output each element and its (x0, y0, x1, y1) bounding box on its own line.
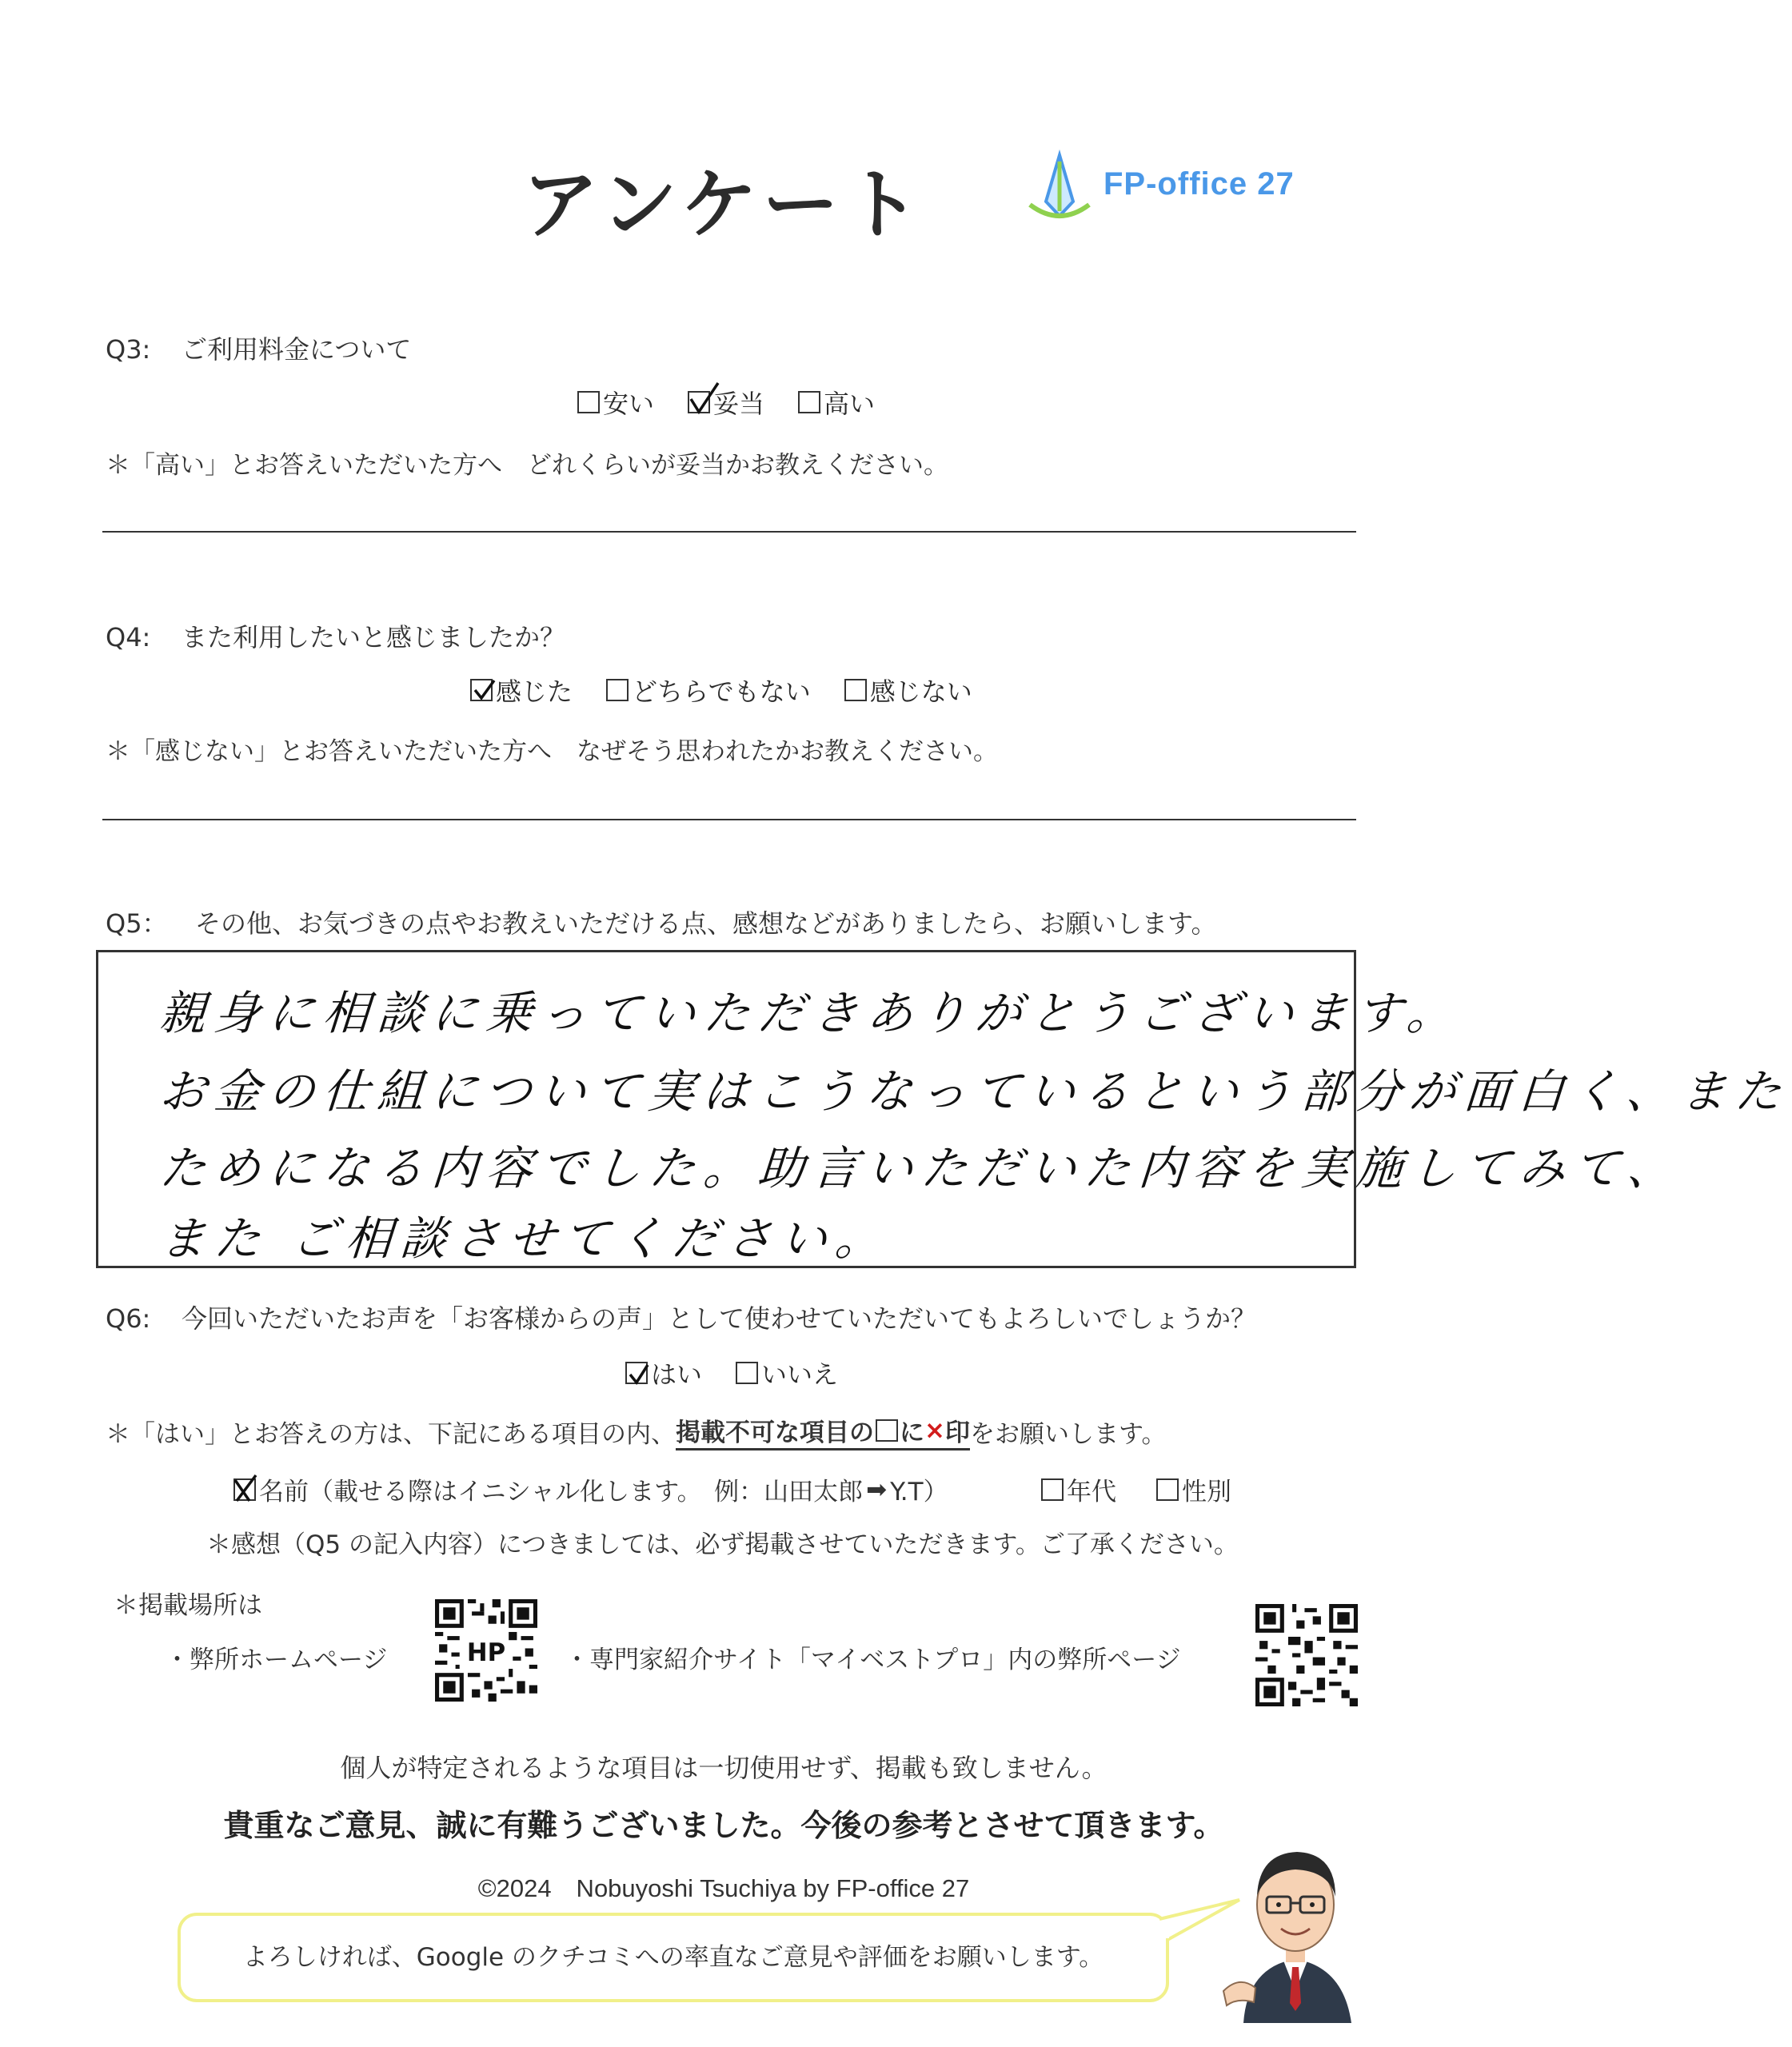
checkbox[interactable] (1041, 1478, 1064, 1501)
publish-site-homepage: ・弊所ホームページ (165, 1646, 388, 1674)
qr-hp-label: HP (466, 1638, 506, 1667)
q4-option-neither[interactable]: どちらでもない (606, 672, 811, 708)
q3-text: ご利用料金について (182, 334, 412, 365)
logo-text: FP-office 27 (1104, 166, 1295, 202)
q4-question (106, 617, 565, 654)
checkbox-checked[interactable] (470, 679, 493, 701)
checkbox-checked[interactable] (688, 391, 710, 413)
q3-options (577, 384, 875, 421)
checkbox-checked[interactable] (625, 1362, 648, 1384)
publish-heading: ＊掲載場所は (114, 1591, 262, 1620)
checkbox[interactable] (606, 679, 629, 701)
q6-option-yes[interactable]: はい (625, 1355, 702, 1391)
checkmark-icon (469, 669, 504, 704)
q6-text: 今回いただいたお声を「お客様からの声」として使わせていただいてもよろしいでしょうか？ (182, 1303, 1257, 1334)
q3-question (106, 329, 411, 366)
q6-note-suffix: をお願いします。 (969, 1419, 1167, 1449)
q3-option-fair[interactable]: 妥当 (688, 384, 764, 421)
q6-item-age[interactable]: 年代 (1041, 1471, 1116, 1507)
privacy-note: 個人が特定されるような項目は一切使用せず、掲載も致しません。 (340, 1753, 1108, 1783)
q3-option-cheap[interactable]: 安い (577, 384, 654, 421)
checkmark-icon (686, 381, 721, 417)
homepage-qr-icon[interactable] (435, 1599, 537, 1702)
q6-item-name[interactable]: 名前（載せる際はイニシャル化します。 例：山田太郎 ➡ Y.T） (233, 1471, 948, 1507)
logo-spire-icon (1024, 152, 1096, 224)
checkbox-checked[interactable] (233, 1478, 256, 1501)
review-request: よろしければ、Google のクチコミへの率直なご意見や評価をお願いします。 (242, 1943, 1104, 1972)
q6-note (106, 1412, 1167, 1450)
checkbox[interactable] (736, 1362, 758, 1384)
fp-office-logo (1024, 152, 1375, 224)
checkbox-sample (876, 1419, 898, 1442)
q6-note-prefix: ＊「はい」とお答えの方は、下記にある項目の内、 (106, 1419, 676, 1449)
q4-text: また利用したいと感じましたか？ (182, 622, 566, 652)
checkbox[interactable] (577, 391, 600, 413)
q5-answer-line-2: お金の仕組について実はこうなっているという部分が面白く、また (158, 1064, 1791, 1119)
thanks-message: 貴重なご意見、誠に有難うございました。今後の参考とさせて頂きます。 (223, 1808, 1224, 1843)
publish-site-mybestpro: ・専門家紹介サイト「マイベストプロ」内の弊所ページ (565, 1646, 1181, 1674)
checkmark-icon (624, 1352, 659, 1387)
copyright: ©2024 Nobuyoshi Tsuchiya by FP-office 27 (477, 1874, 970, 1902)
q6-note2: ＊感想（Q5 の記入内容）につきましては、必ず掲載させていただきます。ご了承ください。 (206, 1530, 1239, 1559)
checkbox[interactable] (1156, 1478, 1179, 1501)
q4-answer-line[interactable] (102, 819, 1356, 820)
q5-number: Q5： (106, 908, 168, 939)
q5-answer-line-3: ためになる内容でした。助言いただいた内容を実施してみて、 (158, 1141, 1683, 1195)
q4-number: Q4: (106, 622, 151, 652)
q3-note: ＊「高い」とお答えいただいた方へ どれくらいが妥当かお教えください。 (106, 451, 948, 480)
q3-number: Q3: (106, 334, 151, 365)
q5-text: その他、お気づきの点やお教えいただける点、感想などがありましたら、お願いします。 (195, 908, 1217, 939)
q5-answer-line-1: 親身に相談に乗っていただきありがとうございます。 (158, 986, 1463, 1040)
mybestpro-qr-icon[interactable] (1255, 1604, 1358, 1706)
checkbox[interactable] (798, 391, 820, 413)
q5-question (106, 904, 1216, 940)
q4-note: ＊「感じない」とお答えいただいた方へ なぜそう思われたかお教えください。 (106, 737, 998, 766)
q6-options (625, 1355, 838, 1391)
cross-mark: × (924, 1415, 945, 1445)
q4-option-not-felt[interactable]: 感じない (844, 672, 972, 708)
q6-note-emphasis: 掲載不可な項目の に × 印 (676, 1412, 970, 1450)
q4-option-felt[interactable]: 感じた (470, 672, 573, 708)
q3-option-expensive[interactable]: 高い (798, 384, 875, 421)
q4-options (470, 672, 972, 708)
advisor-caricature-icon (1223, 1831, 1367, 2023)
q6-question (106, 1299, 1256, 1335)
q5-answer-line-4: また ご相談させてください。 (158, 1211, 892, 1266)
q6-number: Q6: (106, 1303, 151, 1334)
cross-check-icon (232, 1469, 267, 1504)
page-title: アンケート (521, 160, 926, 249)
q6-option-no[interactable]: いいえ (736, 1355, 838, 1391)
arrow-icon: ➡ (866, 1474, 888, 1504)
q3-answer-line[interactable] (102, 531, 1356, 533)
checkbox[interactable] (844, 679, 867, 701)
q6-item-gender[interactable]: 性別 (1156, 1471, 1231, 1507)
